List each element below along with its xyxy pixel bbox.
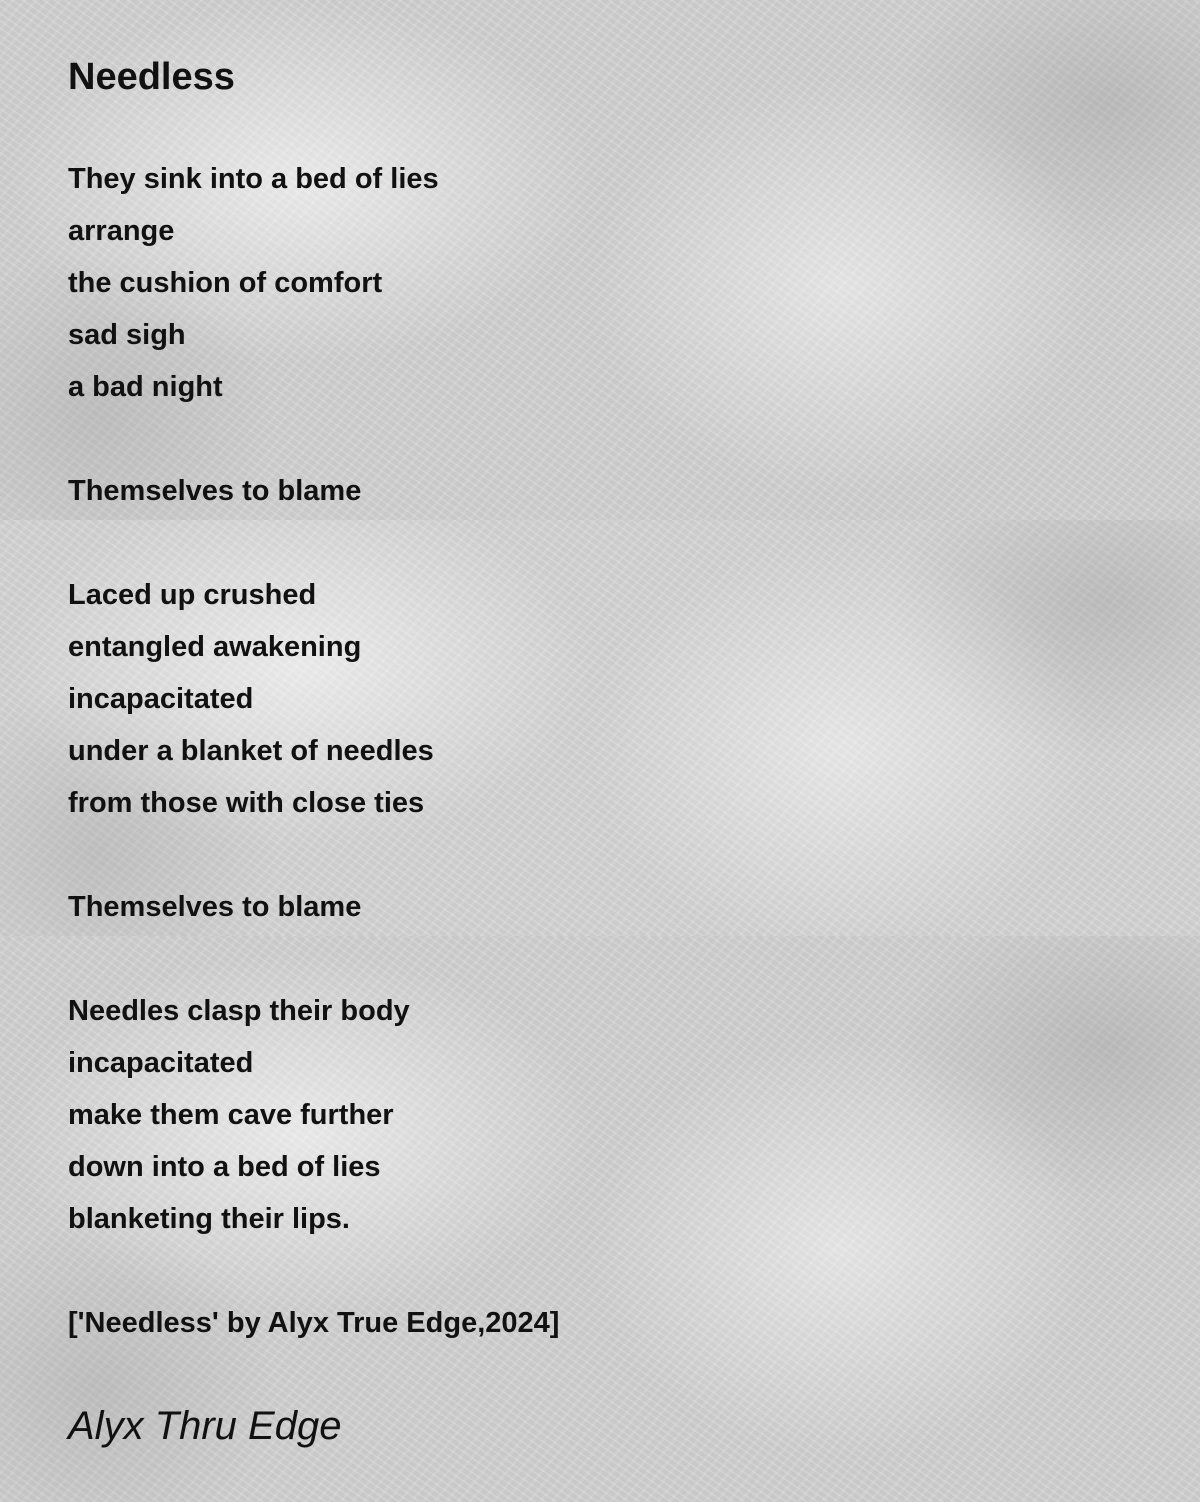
author-name: Alyx Thru Edge: [68, 1404, 342, 1448]
poem-line-blank: [68, 517, 559, 569]
poem-body: [68, 153, 559, 1349]
poem-title: Needless: [68, 56, 235, 98]
poem-line-blank: [68, 933, 559, 985]
poem-line-blank: [68, 1245, 559, 1297]
poem-line: a bad night: [68, 371, 223, 403]
poem-line: incapacitated: [68, 1047, 254, 1079]
poem-attribution: ['Needless' by Alyx True Edge,2024]: [68, 1307, 560, 1339]
poem-line-blank: [68, 829, 559, 881]
poem-line: entangled awakening: [68, 631, 362, 663]
poem-line: blanketing their lips.: [68, 1203, 350, 1235]
poem-line: Themselves to blame: [68, 475, 362, 507]
poem-line: from those with close ties: [68, 787, 425, 819]
poem-line: down into a bed of lies: [68, 1151, 381, 1183]
poem-line: arrange: [68, 215, 175, 247]
poem-line: under a blanket of needles: [68, 735, 434, 767]
poem-line: They sink into a bed of lies: [68, 163, 439, 195]
poem-line: Laced up crushed: [68, 579, 317, 611]
poem-line: the cushion of comfort: [68, 267, 383, 299]
poem-line: Needles clasp their body: [68, 995, 410, 1027]
poem-line: incapacitated: [68, 683, 254, 715]
poem-line-blank: [68, 413, 559, 465]
poem-line: sad sigh: [68, 319, 186, 351]
poem-line: make them cave further: [68, 1099, 394, 1131]
poem-line: Themselves to blame: [68, 891, 362, 923]
